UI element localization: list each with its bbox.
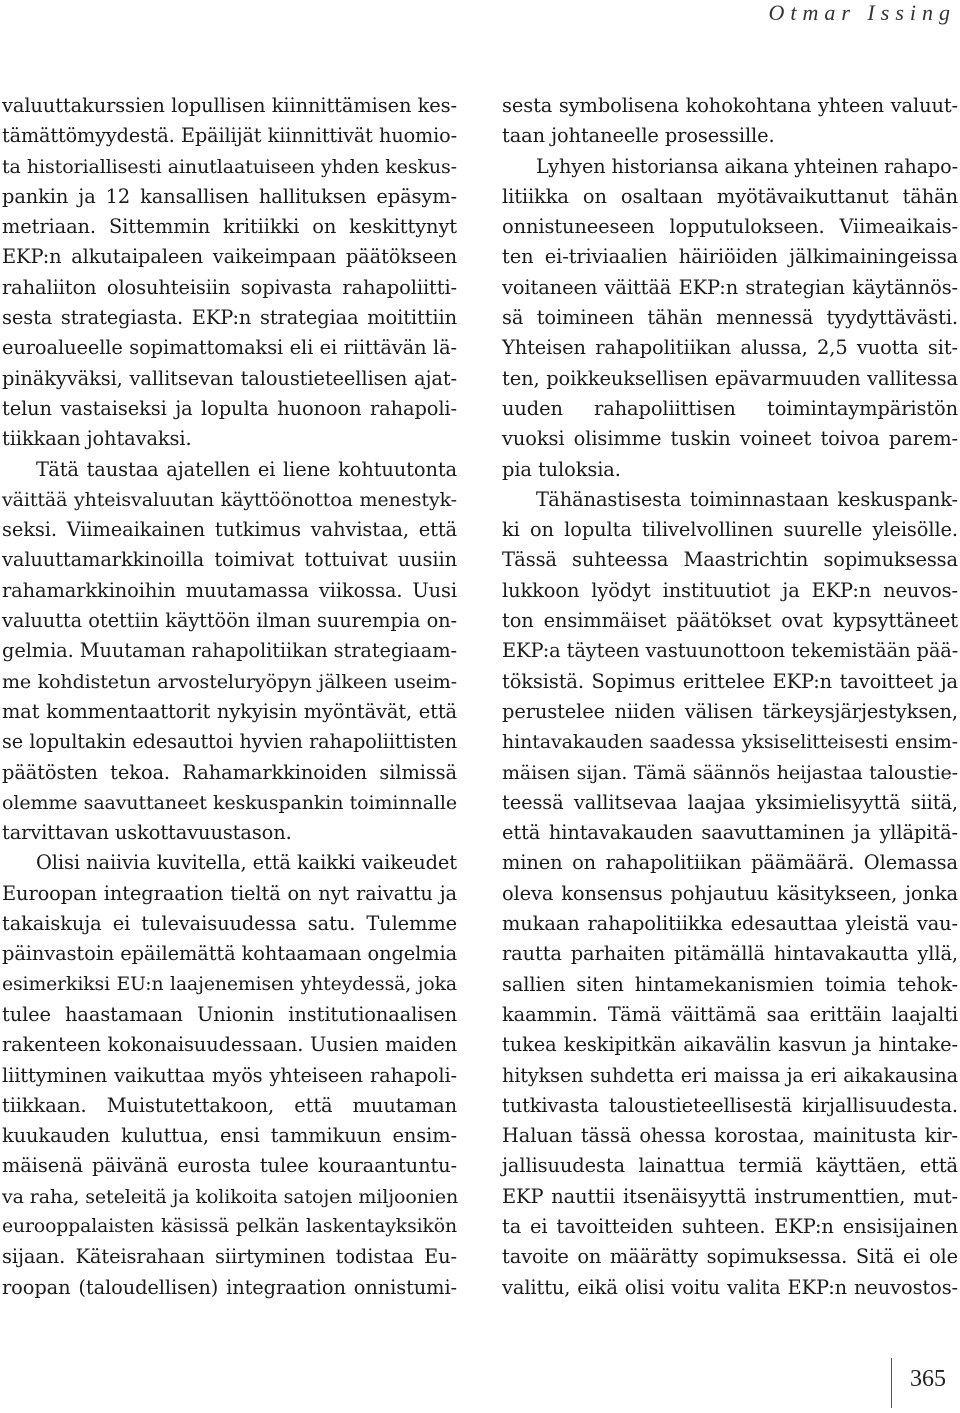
- text-line: valuuttamarkkinoilla toimivat tottuivat uusiin: [2, 548, 457, 572]
- text-line: ki on lopulta tilivelvollinen suurelle yleisölle.: [502, 518, 958, 542]
- text-line: Euroopan integraation tieltä on nyt raivattu ja: [2, 881, 457, 905]
- text-line: rautta parhaiten pitämällä hintavakautta yllä,: [502, 942, 958, 966]
- text-line: töksistä. Sopimus erittelee EKP:n tavoitteet ja: [502, 669, 958, 693]
- text-line: tavoite on määrätty sopimuksessa. Sitä ei ole: [502, 1245, 958, 1269]
- text-line: roopan (taloudellisen) integraation onnistumi-: [2, 1275, 457, 1299]
- text-line: rakenteen kokonaisuudessaan. Uusien maiden: [2, 1033, 457, 1057]
- running-head: Otmar Issing: [768, 0, 956, 25]
- text-line: Yhteisen rahapolitiikan alussa, 2,5 vuotta sit-: [502, 336, 958, 360]
- text-line: ten ei-triviaalien häiriöiden jälkimainingeissa: [502, 245, 958, 269]
- text-line: mukaan rahapolitiikka edesauttaa yleistä vau-: [502, 912, 958, 936]
- text-line: litiikka on osaltaan myötävaikuttanut tähän: [502, 184, 958, 208]
- text-line: jallisuudesta lainattua termiä käyttäen, että: [502, 1154, 958, 1178]
- text-line: rahamarkkinoihin muutamassa viikossa. Uusi: [2, 578, 457, 602]
- right-column: [502, 91, 958, 1303]
- text-line: esimerkiksi EU:n laajenemisen yhteydessä, joka: [2, 973, 457, 995]
- text-line: sijaan. Käteisrahaan siirtyminen todistaa Eu-: [2, 1245, 457, 1269]
- text-line: lukkoon lyödyt instituutiot ja EKP:n neuvos-: [502, 578, 958, 602]
- text-line: väittää yhteisvaluutan käyttöönottoa menestyk-: [2, 488, 457, 511]
- text-line: tiikkaan. Muistutettakoon, että muutaman: [2, 1093, 457, 1117]
- text-line: valuuttakurssien lopullisen kiinnittämisen kes-: [2, 94, 457, 117]
- text-line: rahaliiton olosuhteisiin sopivasta rahapoliitti-: [2, 275, 457, 299]
- text-line: onnistuneeseen lopputulokseen. Viimeaikais-: [502, 215, 958, 239]
- text-line: gelmia. Muutaman rahapolitiikan strategiaam-: [2, 639, 457, 663]
- text-line: oleva konsensus pohjautuu käsitykseen, jonka: [502, 881, 958, 905]
- text-line: ten, poikkeuksellisen epävarmuuden vallitessa: [502, 366, 958, 390]
- text-line: pankin ja 12 kansallisen hallituksen epäsym-: [2, 184, 457, 208]
- text-line: mäisen sijan. Tämä säännös heijastaa taloustie-: [502, 761, 958, 784]
- text-line: Olisi naiivia kuvitella, että kaikki vaikeudet: [36, 851, 457, 875]
- text-line: tutkivasta taloustieteellisestä kirjallisuudesta.: [502, 1093, 958, 1117]
- text-line: mat kommentaattorit nykyisin myöntävät, että: [2, 699, 457, 723]
- text-line: seksi. Viimeaikainen tutkimus vahvistaa, että: [2, 518, 457, 542]
- text-line: teessä vallitsevaa laajaa yksimielisyyttä siitä,: [502, 790, 958, 814]
- text-line: Tässä suhteessa Maastrichtin sopimuksessa: [502, 548, 958, 572]
- text-line: takaiskuja ei tulevaisuudessa satu. Tulemme: [2, 912, 457, 936]
- text-line: liittyminen vaikuttaa myös yhteiseen rahapoli-: [2, 1063, 457, 1087]
- text-line: kuukauden kuluttua, ensi tammikuun ensim-: [2, 1124, 457, 1148]
- text-line: me kohdistetun arvosteluryöpyn jälkeen useim-: [2, 670, 457, 693]
- text-line: sesta symbolisena kohokohtana yhteen valuut-: [502, 94, 958, 117]
- text-line: valittu, eikä olisi voitu valita EKP:n neuvostos-: [502, 1275, 958, 1299]
- text-line: valuutta otettiin käyttöön ilman suurempia on-: [2, 609, 457, 633]
- text-line: taan johtaneelle prosessille.: [502, 124, 775, 148]
- text-line: päinvastoin epäilemättä kohtaamaan ongelmia: [2, 942, 458, 966]
- text-line: päätösten tekoa. Rahamarkkinoiden silmissä: [2, 760, 457, 784]
- text-line: voitaneen väittää EKP:n strategian käytännös-: [502, 275, 958, 299]
- text-line: pinäkyväksi, vallitsevan taloustieteellisen ajat-: [2, 366, 457, 390]
- text-line: metriaan. Sittemmin kritiikki on keskittynyt: [2, 215, 457, 239]
- text-line: minen on rahapolitiikan päämäärä. Olemassa: [502, 851, 958, 875]
- text-line: Lyhyen historiansa aikana yhteinen rahapo-: [536, 154, 958, 178]
- text-line: telun vastaiseksi ja lopulta huonoon rahapoli-: [2, 396, 457, 420]
- text-line: Tähänastisesta toiminnastaan keskuspank-: [536, 487, 958, 511]
- text-line: va raha, seteleitä ja kolikoita satojen miljoonien: [2, 1185, 459, 1208]
- text-line: hityksen suhdetta eri maissa ja eri aikakausina: [502, 1063, 958, 1087]
- text-line: tulee haastamaan Unionin institutionaalisen: [2, 1002, 457, 1026]
- text-line: EKP:a täyteen vastuunottoon tekemistään pää-: [502, 639, 959, 663]
- text-line: pia tuloksia.: [502, 457, 621, 481]
- text-line: sä toimineen tähän mennessä tyydyttävästi.: [502, 306, 958, 330]
- text-line: euroalueelle sopimattomaksi eli ei riittävän lä-: [2, 336, 457, 360]
- page-number: 365: [910, 1366, 946, 1392]
- text-line: olemme saavuttaneet keskuspankin toiminnalle: [2, 791, 457, 814]
- text-line: perustelee niiden välisen tärkeysjärjestyksen,: [502, 699, 958, 723]
- left-column: [2, 91, 457, 1303]
- text-line: vuoksi olisimme tuskin voineet toivoa parem-: [502, 427, 958, 451]
- text-line: ta historiallisesti ainutlaatuiseen yhden keskus-: [2, 155, 457, 178]
- text-line: tukea keskipitkän aikavälin kasvun ja hintake-: [502, 1033, 958, 1057]
- text-line: uuden rahapoliittisen toimintaympäristön: [502, 396, 958, 420]
- text-line: ta ei tavoitteiden suhteen. EKP:n ensisijainen: [502, 1214, 958, 1238]
- text-line: se lopultakin edesauttoi hyvien rahapoliittisten: [2, 730, 457, 754]
- text-line: ton ensimmäiset päätökset ovat kypsyttäneet: [502, 609, 958, 633]
- text-line: sesta strategiasta. EKP:n strategiaa moitittiin: [2, 306, 457, 330]
- text-line: mäisenä päivänä eurosta tulee kouraantuntu-: [2, 1154, 457, 1178]
- text-line: että hintavakauden saavuttaminen ja ylläpitä-: [502, 821, 958, 845]
- text-line: EKP nauttii itsenäisyyttä instrumenttien, mut-: [502, 1184, 958, 1208]
- text-line: hintavakauden saadessa yksiselitteisesti ensim-: [502, 731, 958, 754]
- text-line: tämättömyydestä. Epäilijät kiinnittivät huomio-: [2, 124, 457, 148]
- text-line: tiikkaan johtavaksi.: [2, 427, 192, 451]
- text-line: tarvittavan uskottavuustason.: [2, 821, 292, 845]
- text-line: eurooppalaisten käsissä pelkän laskentayksikön: [2, 1215, 457, 1237]
- page-number-rule: [891, 1358, 892, 1408]
- text-line: Tätä taustaa ajatellen ei liene kohtuutonta: [36, 457, 457, 481]
- text-line: Haluan tässä ohessa korostaa, mainitusta kir-: [502, 1124, 958, 1148]
- text-line: EKP:n alkutaipaleen vaikeimpaan päätökseen: [2, 245, 457, 269]
- text-line: sallien siten hintamekanismien toimia tehok-: [502, 972, 958, 996]
- text-line: kaammin. Tämä väittämä saa erittäin laajalti: [502, 1002, 958, 1026]
